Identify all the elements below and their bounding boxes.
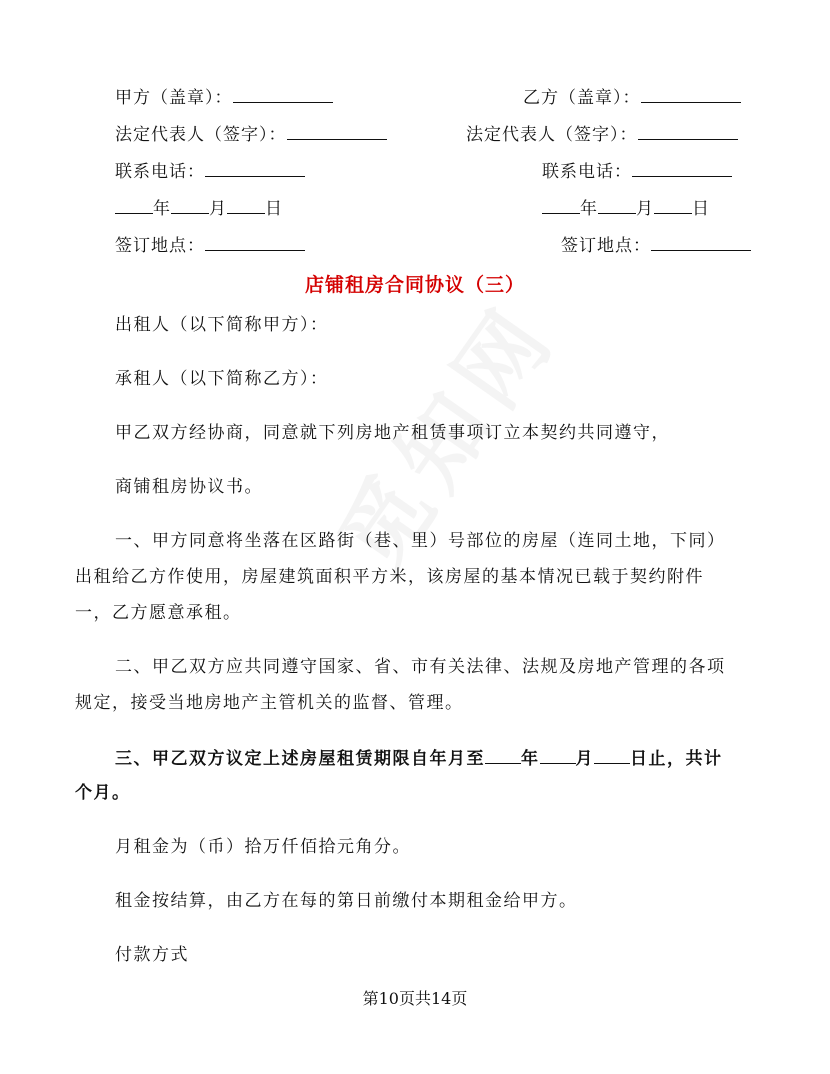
right-phone-line [542, 158, 732, 184]
right-representative-label: 法定代表人（签字）： [466, 125, 638, 145]
clause3-part2: 日止，共计 [630, 749, 723, 769]
right-party-label: 乙方（盖章）： [523, 88, 641, 108]
right-day-label: 日 [692, 199, 710, 219]
left-year-label: 年 [153, 199, 171, 219]
left-party-blank [233, 84, 333, 103]
clause3-line1 [115, 745, 723, 771]
left-day-blank [227, 195, 265, 214]
right-phone-label: 联系电话： [542, 162, 632, 182]
clause3-day-blank [594, 745, 630, 764]
left-day-label: 日 [265, 199, 283, 219]
right-year-label: 年 [580, 199, 598, 219]
left-phone-label: 联系电话： [115, 162, 205, 182]
page-number-footer: 第10页共14页 [362, 989, 468, 1008]
left-phone-blank [205, 158, 305, 177]
payment-method-line: 付款方式 [115, 945, 189, 965]
left-party-label: 甲方（盖章）： [115, 88, 233, 108]
left-year-blank [115, 195, 153, 214]
right-place-blank [651, 232, 751, 251]
document-title: 店铺租房合同协议（三） [304, 274, 525, 296]
left-representative-line [115, 121, 387, 147]
clause1-line1: 一、甲方同意将坐落在区路街（巷、里）号部位的房屋（连同土地，下同） [115, 531, 726, 551]
rent-line: 月租金为（币）拾万仟佰拾元角分。 [115, 837, 411, 857]
left-phone-line [115, 158, 305, 184]
left-representative-blank [287, 121, 387, 140]
right-place-line [561, 232, 751, 258]
right-representative-blank [638, 121, 738, 140]
lessee-line: 承租人（以下简称乙方）： [115, 369, 329, 389]
clause3-year-blank [485, 745, 521, 764]
left-place-label: 签订地点： [115, 236, 205, 256]
clause2-line1: 二、甲乙双方应共同遵守国家、省、市有关法律、法规及房地产管理的各项 [115, 657, 726, 677]
left-party-seal-line [115, 84, 333, 110]
intro-paragraph: 甲乙双方经协商，同意就下列房地产租赁事项订立本契约共同遵守， [115, 423, 670, 443]
right-year-blank [542, 195, 580, 214]
right-party-seal-line [523, 84, 741, 110]
right-day-blank [654, 195, 692, 214]
right-party-blank [641, 84, 741, 103]
right-representative-line [466, 121, 738, 147]
right-month-blank [598, 195, 636, 214]
left-month-blank [171, 195, 209, 214]
right-phone-blank [632, 158, 732, 177]
clause3-part1: 三、甲乙双方议定上述房屋租赁期限自年月至 [115, 749, 485, 769]
clause3-year-label: 年 [521, 749, 540, 769]
document-name-line: 商铺租房协议书。 [115, 477, 263, 497]
clause3-month-label: 月 [575, 749, 594, 769]
left-date-line [115, 195, 283, 221]
left-place-blank [205, 232, 305, 251]
clause1-line3: 一，乙方愿意承租。 [75, 603, 242, 623]
right-place-label: 签订地点： [561, 236, 651, 256]
left-place-line [115, 232, 305, 258]
lessor-line: 出租人（以下简称甲方）： [115, 315, 329, 335]
right-date-line [542, 195, 710, 221]
left-representative-label: 法定代表人（签字）： [115, 125, 287, 145]
clause3-line2: 个月。 [75, 783, 131, 803]
clause1-line2: 出租给乙方作使用，房屋建筑面积平方米，该房屋的基本情况已载于契约附件 [75, 567, 704, 587]
right-month-label: 月 [636, 199, 654, 219]
clause2-line2: 规定，接受当地房地产主管机关的监督、管理。 [75, 693, 464, 713]
settlement-line: 租金按结算，由乙方在每的第日前缴付本期租金给甲方。 [115, 891, 578, 911]
clause3-month-blank [540, 745, 576, 764]
left-month-label: 月 [209, 199, 227, 219]
